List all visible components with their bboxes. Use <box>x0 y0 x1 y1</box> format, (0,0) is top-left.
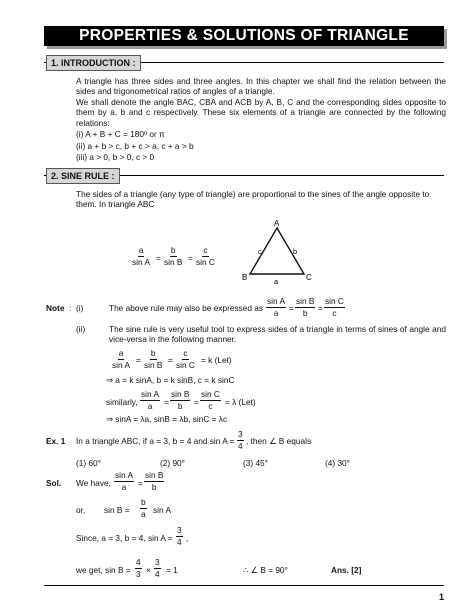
fraction: $\frac{b}{\text{sin B}}$ <box>144 348 163 370</box>
equals-sign: = <box>318 303 323 313</box>
fraction: $\frac{\text{sin A}}{a}$ <box>115 470 133 492</box>
relation-sides: (ii) a + b > c, b + c > a, c + a > b <box>76 141 194 151</box>
option-4: (4) 30° <box>325 458 350 468</box>
section-heading-sine-rule: 2. SINE RULE : <box>46 168 120 184</box>
fraction: $\frac{c}{\text{sin C}}$ <box>196 245 215 267</box>
fraction: $\frac{\text{sin B}}{b}$ <box>296 296 315 318</box>
fraction: $\frac{b}{a}$ <box>141 497 146 519</box>
vertex-label-b: B <box>242 273 248 282</box>
side-label-c: c <box>258 247 262 256</box>
note-colon: : <box>69 303 72 313</box>
equals-sign: = <box>194 397 199 407</box>
fraction: $\frac{\text{sin C}}{c}$ <box>201 389 220 411</box>
example-question-end: , then ∠ B equals <box>246 436 312 446</box>
footer-divider <box>44 585 444 586</box>
vertex-label-a: A <box>274 219 280 228</box>
fraction: $\frac{\text{sin B}}{b}$ <box>171 389 190 411</box>
fraction: $\frac{3}{4}$ <box>177 525 182 547</box>
page-title: PROPERTIES & SOLUTIONS OF TRIANGLE <box>44 26 444 46</box>
fraction: $\frac{\text{sin A}}{a}$ <box>267 296 285 318</box>
fraction: $\frac{c}{\text{sin C}}$ <box>176 348 195 370</box>
note-ii-text: The sine rule is very useful tool to express sides of a triangle in terms of sines of angle and vice-versa in the following manner. <box>109 324 446 345</box>
solution-label: Sol. <box>46 478 62 488</box>
note-marker-ii: (ii) <box>76 324 86 334</box>
solution-get: we get, sin B = <box>76 565 131 575</box>
equals-sign: = <box>289 303 294 313</box>
vertex-label-c: C <box>306 273 312 282</box>
option-1: (1) 60° <box>76 458 101 468</box>
fraction: $\frac{3}{4}$ <box>155 557 160 579</box>
fraction: $\frac{\text{sin C}}{c}$ <box>325 296 344 318</box>
example-label: Ex. 1 <box>46 436 66 446</box>
solution-since-end: , <box>186 533 189 543</box>
solution-sina: sin A <box>153 505 171 515</box>
implication-sines: ⇒ sinA = λa, sinB = λb, sinC = λc <box>106 414 228 424</box>
fraction: $\frac{4}{3}$ <box>136 557 141 579</box>
page-number: 1 <box>438 592 444 602</box>
solution-result: = 1 <box>166 565 178 575</box>
relation-positive: (iii) a > 0, b > 0, c > 0 <box>76 152 155 162</box>
note-label: Note <box>46 303 65 313</box>
implication-sides: ⇒ a = k sinA, b = k sinB, c = k sinC <box>106 375 235 385</box>
note-marker-i: (i) <box>76 303 84 313</box>
fraction: $\frac{\text{sin B}}{b}$ <box>145 470 164 492</box>
section-heading-introduction: 1. INTRODUCTION : <box>46 55 141 71</box>
intro-paragraph-2: We shall denote the angle BAC, CBA and ACB by A, B, C and the corresponding sides opposite to them by a, b and c respectively. These six elements of a triangle are connected by the following relations: <box>76 97 446 128</box>
fraction: $\frac{b}{\text{sin B}}$ <box>164 245 183 267</box>
equals-sign: = <box>168 355 173 365</box>
option-3: (3) 45° <box>243 458 268 468</box>
answer-label: Ans. [2] <box>331 565 362 575</box>
option-2: (2) 90° <box>160 458 185 468</box>
solution-sinb-lhs: sin B = <box>104 505 130 515</box>
side-label-a: a <box>274 277 279 286</box>
solution-we-have: We have, <box>76 478 111 488</box>
triangle-figure <box>240 218 320 288</box>
solution-or: or, <box>76 505 86 515</box>
example-question: In a triangle ABC, if a = 3, b = 4 and sin A = <box>76 436 235 446</box>
equals-sign: = <box>138 478 143 488</box>
solution-therefore: ∴ ∠ B = 90° <box>243 565 288 575</box>
fraction: $\frac{a}{\text{sin A}}$ <box>112 348 130 370</box>
similarly-label: similarly, <box>106 397 138 407</box>
equals-sign: = <box>188 253 193 263</box>
multiply-sign: × <box>146 565 151 575</box>
constant-lambda: = λ (Let) <box>225 397 256 407</box>
fraction: $\frac{\text{sin A}}{a}$ <box>141 389 159 411</box>
side-label-b: b <box>293 247 298 256</box>
sine-rule-paragraph: The sides of a triangle (any type of triangle) are proportional to the sines of the angle opposite to them. In triangle ABC <box>76 189 430 210</box>
note-i-text: The above rule may also be expressed as <box>109 303 264 313</box>
equals-sign: = <box>164 397 169 407</box>
fraction: $\frac{a}{\text{sin A}}$ <box>132 245 150 267</box>
equals-sign: = <box>136 355 141 365</box>
intro-paragraph-1: A triangle has three sides and three angles. In this chapter we shall find the relation between the sides and trigonometrical ratios of angles of a triangle. <box>76 76 446 97</box>
equals-sign: = <box>156 253 161 263</box>
constant-k: = k (Let) <box>201 355 232 365</box>
fraction: $\frac{3}{4}$ <box>238 429 243 451</box>
solution-since: Since, a = 3, b = 4, sin A = <box>76 533 173 543</box>
relation-angles: (i) A + B + C = 180º or π <box>76 129 165 139</box>
